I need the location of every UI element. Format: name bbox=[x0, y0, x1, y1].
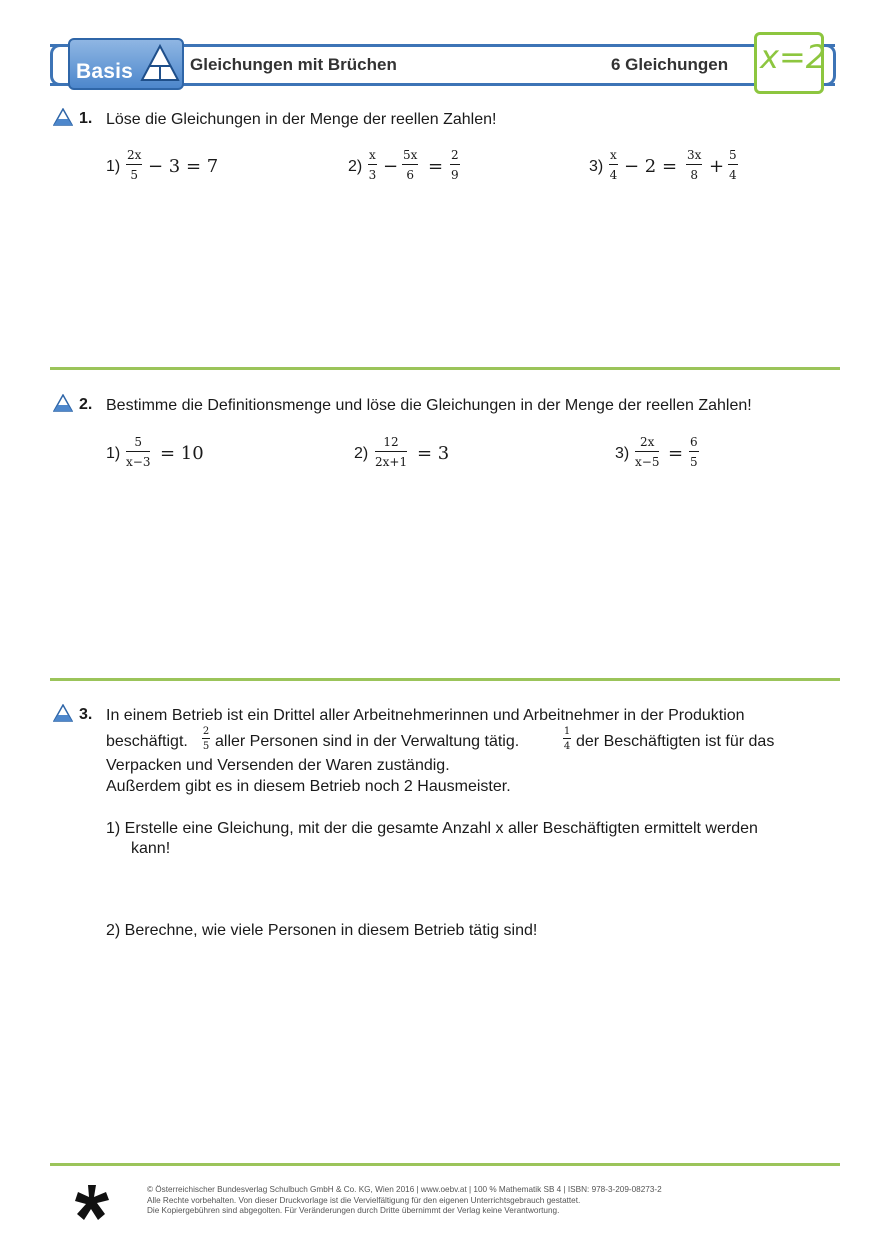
task-1-item-2-fraction-3: 2 9 bbox=[451, 148, 459, 182]
task-1-item-2-label: 2) bbox=[348, 158, 363, 175]
task-2-item-1-rest: = 10 bbox=[160, 443, 204, 464]
header-bracket-left bbox=[50, 44, 60, 86]
header-bracket-right bbox=[826, 44, 836, 86]
task-1-item-3-fraction-1: x 4 bbox=[609, 148, 618, 182]
task-1-item-1-label: 1) bbox=[106, 158, 121, 175]
task-1-item-2-fraction-1: x 3 bbox=[368, 148, 377, 182]
task-2-item-3-label: 3) bbox=[615, 445, 630, 462]
pyramid-icon bbox=[140, 44, 180, 84]
basis-pyramid-icon bbox=[53, 108, 73, 126]
basis-pyramid-icon bbox=[53, 704, 73, 722]
footer-line-2: Alle Rechte vorbehalten. Von dieser Druckvorlage ist die Vervielfältigung für den eigenen Unterrichtsgebrauch gestattet. bbox=[147, 1195, 581, 1205]
task-3-fraction-one-quarter: 1 4 bbox=[563, 726, 571, 752]
footer-line-1: © Österreichischer Bundesverlag Schulbuch GmbH & Co. KG, Wien 2016 | www.oebv.at | 100 % Mathematik SB 4 | ISBN: 978-3-209-08273-2 bbox=[147, 1185, 662, 1194]
task-3-line-2b: aller Personen sind in der Verwaltung tätig. bbox=[215, 733, 520, 750]
task-2-number: 2. bbox=[79, 396, 93, 413]
task-1-instruction: Löse die Gleichungen in der Menge der reellen Zahlen! bbox=[106, 111, 497, 128]
task-1-item-2-equals: = bbox=[428, 156, 444, 177]
task-1-item-3-fraction-2: 3x 8 bbox=[687, 148, 702, 182]
task-3-line-3: Verpacken und Versenden der Waren zuständig. bbox=[106, 757, 450, 774]
task-2-item-3-fraction-2: 6 5 bbox=[690, 435, 698, 469]
task-1-item-3-label: 3) bbox=[589, 158, 604, 175]
basis-pyramid-icon bbox=[53, 394, 73, 412]
worksheet-title: Gleichungen mit Brüchen bbox=[190, 55, 397, 74]
task-2-item-3-equals: = bbox=[668, 443, 684, 464]
task-3-sub-1-continued: kann! bbox=[131, 840, 171, 857]
task-2-item-2-fraction: 12 2x+1 bbox=[375, 435, 408, 469]
separator-footer bbox=[50, 1163, 840, 1166]
task-1-item-1-fraction: 2x 5 bbox=[127, 148, 142, 182]
task-3-line-2c: der Beschäftigten ist für das bbox=[576, 733, 775, 750]
footer-line-3: Die Kopiergebühren sind abgegolten. Für Veränderungen durch Dritte übernimmt der Verlag keine Verantwortung. bbox=[147, 1206, 560, 1215]
chapter-title: 6 Gleichungen bbox=[611, 55, 729, 74]
task-1-item-3-plus: + bbox=[709, 156, 725, 177]
task-3-line-1: In einem Betrieb ist ein Drittel aller Arbeitnehmerinnen und Arbeitnehmer in der Produktion bbox=[106, 707, 745, 724]
task-2-item-2-label: 2) bbox=[354, 445, 369, 462]
task-2-instruction: Bestimme die Definitionsmenge und löse die Gleichungen in der Menge der reellen Zahlen! bbox=[106, 397, 752, 414]
separator-1 bbox=[50, 367, 840, 370]
basis-label: Basis bbox=[76, 60, 134, 83]
task-1-item-1-rest: − 3 = 7 bbox=[148, 156, 219, 177]
x2-logo-text: x=2 bbox=[760, 38, 827, 76]
task-3-line-2a: beschäftigt. bbox=[106, 733, 188, 750]
task-3-number: 3. bbox=[79, 706, 93, 723]
task-1-number: 1. bbox=[79, 110, 93, 127]
task-1-item-2-minus: − bbox=[383, 156, 399, 177]
task-3-fraction-two-fifths: 2 5 bbox=[202, 726, 210, 752]
task-1-item-3-minus-two-equals: − 2 = bbox=[624, 156, 678, 177]
task-3-line-4: Außerdem gibt es in diesem Betrieb noch 2 Hausmeister. bbox=[106, 778, 511, 795]
task-2-item-2-rest: = 3 bbox=[417, 443, 450, 464]
task-1-item-3-fraction-3: 5 4 bbox=[729, 148, 737, 182]
task-2-item-1-label: 1) bbox=[106, 445, 121, 462]
separator-2 bbox=[50, 678, 840, 681]
task-3-sub-1: 1) Erstelle eine Gleichung, mit der die gesamte Anzahl x aller Beschäftigten ermittelt werden bbox=[106, 820, 758, 837]
publisher-logo-icon bbox=[72, 1183, 112, 1223]
task-2-item-1-fraction: 5 x−3 bbox=[126, 435, 151, 469]
footer-copyright bbox=[147, 1185, 662, 1217]
task-2-item-3-fraction-1: 2x x−5 bbox=[635, 435, 660, 469]
task-1-item-2-fraction-2: 5x 6 bbox=[403, 148, 418, 182]
task-3-sub-2: 2) Berechne, wie viele Personen in diesem Betrieb tätig sind! bbox=[106, 922, 538, 939]
